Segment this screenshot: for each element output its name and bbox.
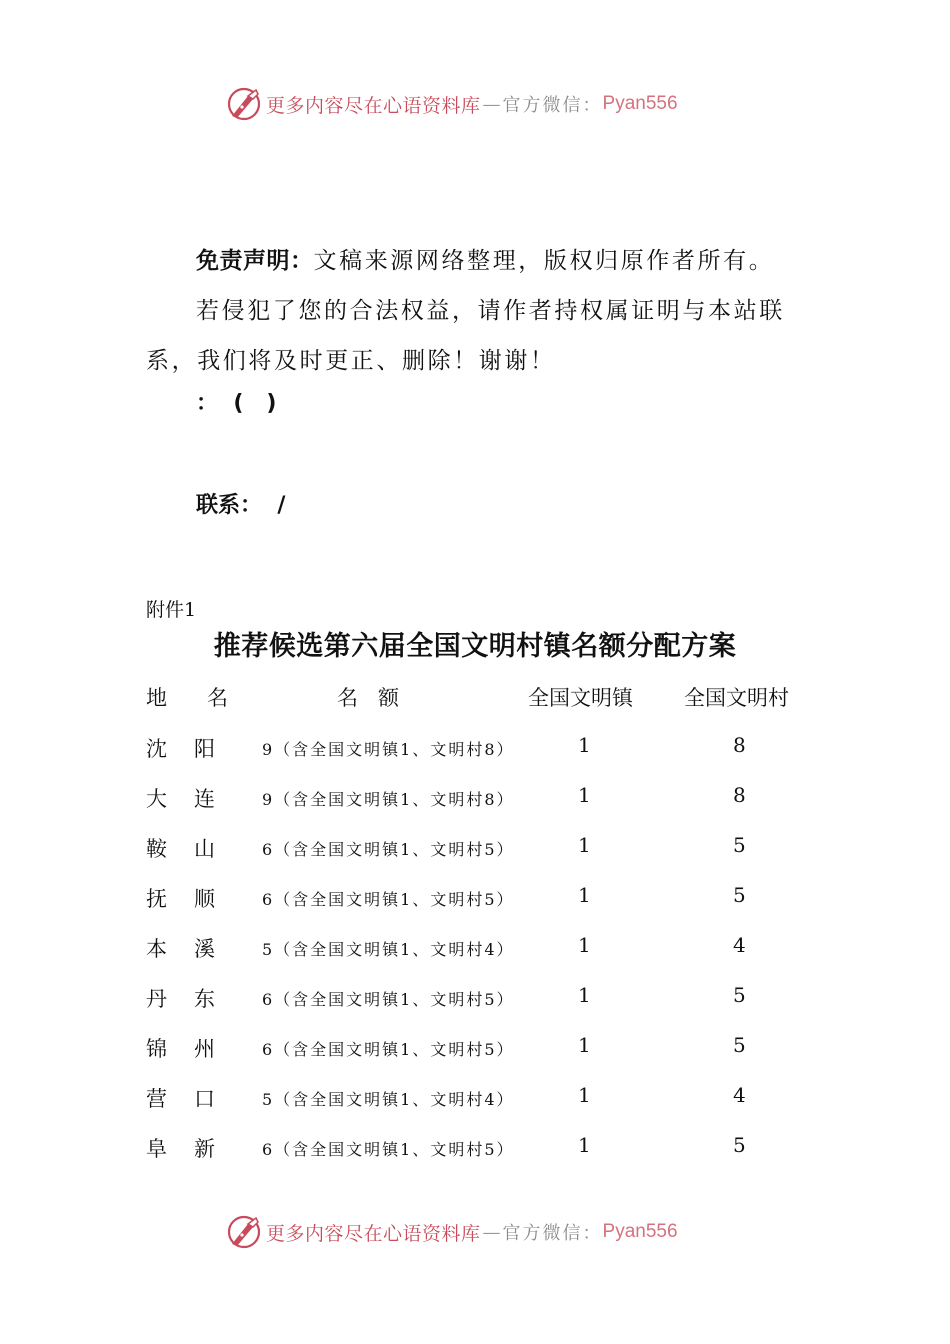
table-row [0, 933, 950, 983]
attachment-label: 附件1 [146, 599, 197, 621]
region-char-2: 顺 [194, 887, 215, 911]
table-row [0, 733, 950, 783]
village-cell: 5 [733, 983, 746, 1007]
table-row [0, 1033, 950, 1083]
region-char-1: 大 [146, 787, 167, 811]
header-quota: 名 额 [337, 686, 400, 710]
banner-dash: — [482, 93, 501, 115]
quota-cell: 6（含全国文明镇1、文明村5） [262, 840, 515, 859]
town-cell: 1 [578, 1083, 591, 1107]
header-region: 地 名 [146, 686, 229, 710]
banner-dash: — [482, 1221, 501, 1243]
region-char-2: 州 [194, 1037, 215, 1061]
village-cell: 5 [733, 1033, 746, 1057]
village-cell: 5 [733, 833, 746, 857]
region-char-2: 溪 [194, 937, 215, 961]
quota-cell: 9（含全国文明镇1、文明村8） [262, 790, 515, 809]
quota-cell: 5（含全国文明镇1、文明村4） [262, 940, 515, 959]
header-village: 全国文明村 [684, 686, 789, 710]
region-char-2: 连 [194, 787, 215, 811]
region-char-2: 阳 [194, 737, 215, 761]
table-row [0, 883, 950, 933]
region-char-1: 沈 [146, 737, 167, 761]
region-char-1: 锦 [146, 1037, 167, 1061]
town-cell: 1 [578, 1033, 591, 1057]
region-char-1: 阜 [146, 1137, 167, 1161]
region-char-2: 口 [194, 1087, 215, 1111]
footer-banner [226, 1212, 746, 1252]
town-cell: 1 [578, 883, 591, 907]
region-char-1: 丹 [146, 987, 167, 1011]
quota-cell: 6（含全国文明镇1、文明村5） [262, 1040, 515, 1059]
town-cell: 1 [578, 783, 591, 807]
town-cell: 1 [578, 983, 591, 1007]
region-char-1: 抚 [146, 887, 167, 911]
village-cell: 5 [733, 883, 746, 907]
disclaimer-text-1: 文稿来源网络整理，版权归原作者所有。 [313, 248, 775, 274]
banner-wechat-id: Pyan556 [602, 93, 678, 114]
region-char-2: 山 [194, 837, 215, 861]
village-cell: 8 [733, 733, 746, 757]
quota-cell: 6（含全国文明镇1、文明村5） [262, 890, 515, 909]
quota-cell: 5（含全国文明镇1、文明村4） [262, 1090, 515, 1109]
colon-line: ： ( ) [196, 391, 277, 416]
town-cell: 1 [578, 933, 591, 957]
banner-wechat-id: Pyan556 [602, 1221, 678, 1242]
region-char-2: 新 [194, 1137, 215, 1161]
quota-cell: 6（含全国文明镇1、文明村5） [262, 1140, 515, 1159]
table-row [0, 1083, 950, 1133]
region-char-1: 营 [146, 1087, 167, 1111]
quota-cell: 9（含全国文明镇1、文明村8） [262, 740, 515, 759]
region-char-1: 本 [146, 937, 167, 961]
table-row [0, 983, 950, 1033]
banner-brand: 更多内容尽在心语资料库 [266, 1222, 481, 1245]
banner-brand: 更多内容尽在心语资料库 [266, 94, 481, 117]
town-cell: 1 [578, 1133, 591, 1157]
region-char-1: 鞍 [146, 837, 167, 861]
table-row [0, 783, 950, 833]
village-cell: 5 [733, 1133, 746, 1157]
page-title: 推荐候选第六届全国文明村镇名额分配方案 [213, 631, 737, 662]
pen-nib-logo-icon [226, 1214, 262, 1250]
town-cell: 1 [578, 833, 591, 857]
village-cell: 8 [733, 783, 746, 807]
banner-official: 官方微信： [502, 1223, 603, 1244]
table-row [0, 833, 950, 883]
disclaimer-text-3: 系，我们将及时更正、删除！谢谢！ [146, 348, 556, 374]
contact-line: 联系： / [196, 493, 286, 518]
village-cell: 4 [733, 933, 746, 957]
table-row [0, 1133, 950, 1183]
banner-official: 官方微信： [502, 95, 603, 116]
town-cell: 1 [578, 733, 591, 757]
region-char-2: 东 [194, 987, 215, 1011]
disclaimer-text-2: 若侵犯了您的合法权益，请作者持权属证明与本站联 [196, 298, 785, 324]
disclaimer-label: 免责声明： [196, 248, 314, 274]
quota-cell: 6（含全国文明镇1、文明村5） [262, 990, 515, 1009]
header-town: 全国文明镇 [528, 686, 633, 710]
village-cell: 4 [733, 1083, 746, 1107]
